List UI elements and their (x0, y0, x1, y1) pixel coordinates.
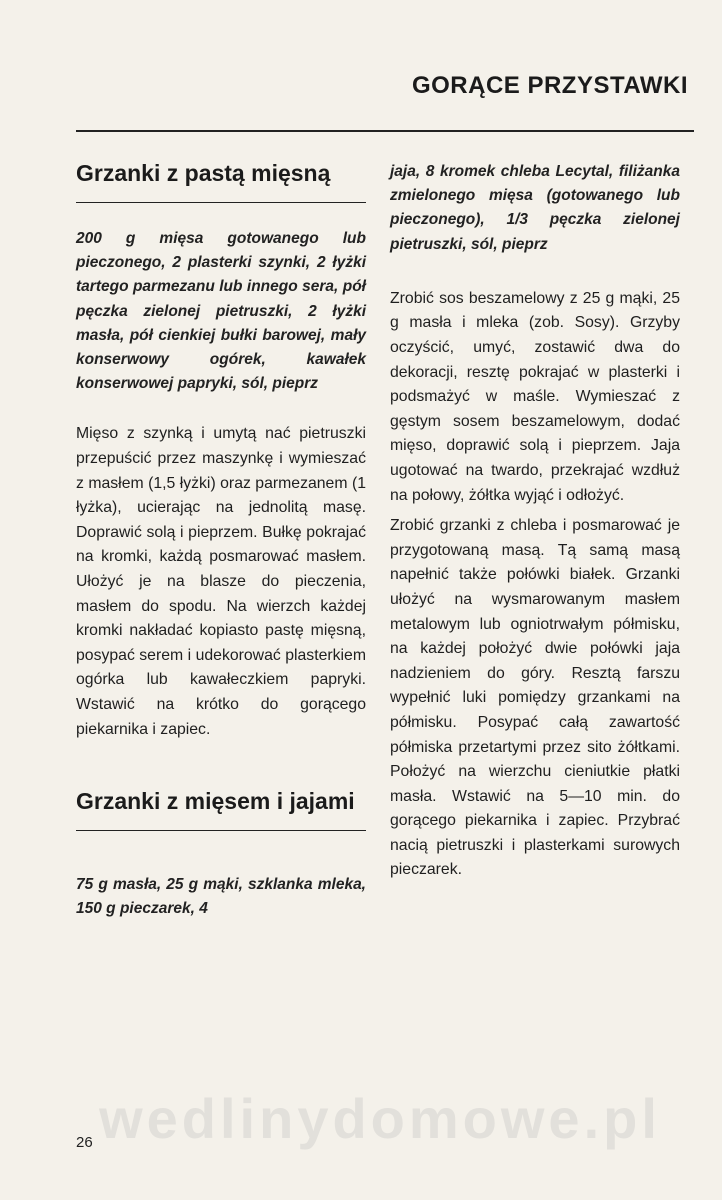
watermark: wedlinydomowe.pl (99, 1087, 661, 1150)
chapter-header (76, 72, 696, 100)
recipe2-instructions-paragraph-1: Zrobić sos beszamelowy z 25 g mąki, 25 g masła i mleka (zob. Sosy). Grzyby oczyścić, umyć, zostawić dwa do dekoracji, resztę pokrajać w plasterki i podsmażyć w maśle. Wymieszać z gęstym sosem beszamelowym, dodać mięso, doprawić solą i pieprzem. Jaja ugotować na twardo, przekrajać wzdłuż na połowy, żółtka wyjąć i odłożyć. (390, 289, 680, 504)
chapter-title: GORĄCE PRZYSTAWKI (411, 72, 688, 99)
right-column (390, 160, 680, 883)
recipe2-title-divider (76, 830, 366, 831)
recipe2-ingredients-part1: 75 g masła, 25 g mąki, szklanka mleka, 150 g pieczarek, 4 (76, 876, 366, 918)
recipe2-instructions-paragraph-2: Zrobić grzanki z chleba i posmarować je przygotowaną masą. Tą samą masą napełnić także połówki białek. Grzanki ułożyć na wysmarowanym masłem metalowym lub ogniotrwałym półmisku, na każdej położyć dwie połówki jaja nadzieniem do góry. Resztą farszu wypełnić luki pomiędzy grzankami na półmisku. Posypać całą zawartość półmiska przetartymi przez sito żółtkami. Położyć na wierzchu cieniutkie płatki masła. Wstawić na 5—10 min. do gorącego piekarnika i zapiec. Przybrać nacią pietruszki i plasterkami surowych pieczarek. (390, 517, 680, 879)
recipe2-title: Grzanki z mięsem i jajami (76, 788, 355, 815)
left-column (76, 158, 366, 922)
recipe1-ingredients: 200 g mięsa gotowanego lub pieczonego, 2 plasterki szynki, 2 łyżki tartego parmezanu lub innego sera, pół pęczka zielonej pietruszki, 2 łyżki masła, pół cienkiej bułki barowej, mały konserwowy ogórek, kawałek konserwowej papryki, sól, pieprz (76, 230, 366, 393)
recipe2-ingredients-part2: jaja, 8 kromek chleba Lecytal, filiżanka zmielonego mięsa (gotowanego lub pieczonego), 1/3 pęczka zielonej pietruszki, sól, pieprz (390, 163, 680, 253)
recipe1-title-divider (76, 202, 366, 203)
header-divider (76, 130, 694, 132)
recipe1-instructions: Mięso z szynką i umytą nać pietruszki przepuścić przez maszynkę i wymieszać z masłem (1,5 łyżki) oraz parmezanem (1 łyżka), ucierając na jednolitą masę. Doprawić solą i pieprzem. Bułkę pokrajać na kromki, każdą posmarować masłem. Ułożyć je na blasze do pieczenia, masłem do spodu. Na wierzch każdej kromki nakładać kopiasto pastę mięsną, posypać serem i udekorować plasterkiem ogórka lub kawałeczkiem papryki. Wstawić na krótko do gorącego piekarnika i zapiec. (76, 425, 366, 738)
recipe1-title: Grzanki z pastą mięsną (76, 160, 331, 186)
page-number: 26 (76, 1134, 93, 1151)
